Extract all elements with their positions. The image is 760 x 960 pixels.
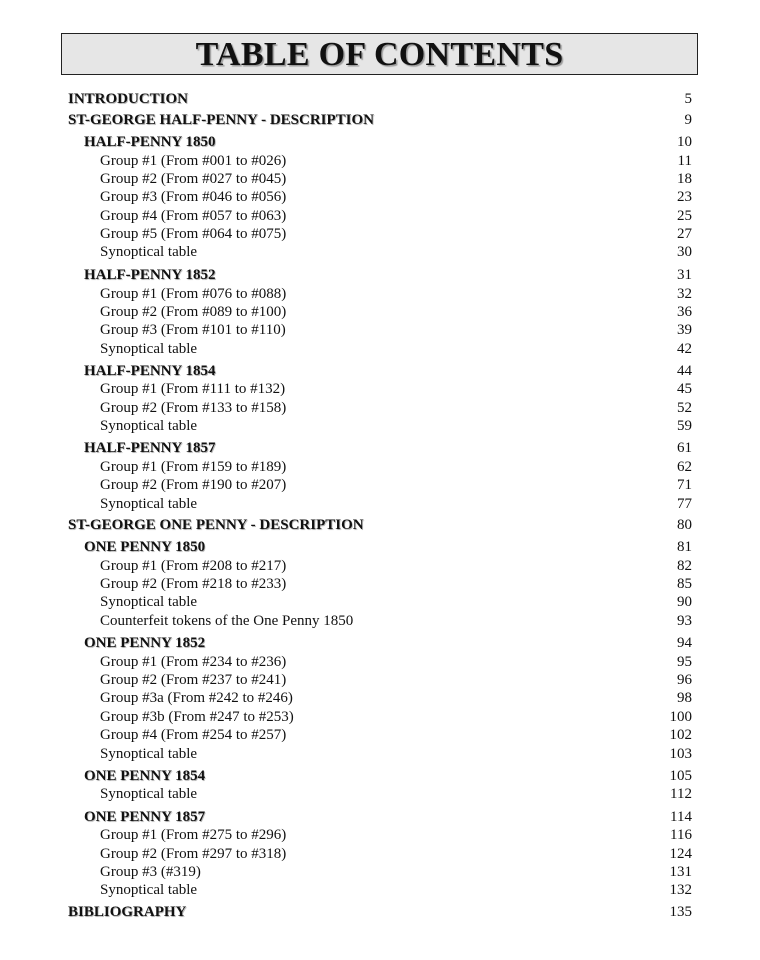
toc-page-number: 9 (684, 112, 692, 128)
toc-label: Group #3a (From #242 to #246) (100, 690, 293, 706)
toc-label: Group #2 (From #297 to #318) (100, 846, 287, 862)
toc-page-number: 132 (669, 882, 692, 898)
toc-label: Group #4 (From #057 to #063) (100, 208, 287, 224)
toc-page-number: 36 (677, 304, 692, 320)
toc-subsection (0, 634, 692, 652)
toc-label: HALF-PENNY 1850 (84, 134, 216, 150)
toc-page-number: 95 (677, 654, 692, 670)
toc-label: Group #1 (From #208 to #217) (100, 558, 287, 574)
toc-page-number: 90 (677, 594, 692, 610)
toc-page-number: 61 (677, 440, 692, 456)
toc-entry (0, 152, 692, 170)
toc-page-number: 131 (669, 864, 692, 880)
toc-label: INTRODUCTION (68, 91, 189, 107)
toc-entry (0, 863, 692, 881)
toc-label: Group #3 (#319) (100, 864, 201, 880)
toc-page-number: 31 (677, 267, 692, 283)
toc-page-number: 62 (677, 459, 692, 475)
toc-label: ST-GEORGE ONE PENNY - DESCRIPTION (68, 517, 364, 533)
toc-page-number: 10 (677, 134, 692, 150)
toc-label: Group #2 (From #027 to #045) (100, 171, 287, 187)
toc-page-number: 77 (677, 496, 692, 512)
toc-subsection (0, 538, 692, 556)
toc-page-number: 124 (669, 846, 692, 862)
toc-page-number: 85 (677, 576, 692, 592)
toc-entry (0, 303, 692, 321)
toc-entry (0, 243, 692, 261)
toc-page-number: 5 (684, 91, 692, 107)
toc-page-number: 100 (669, 709, 692, 725)
toc-entry (0, 826, 692, 844)
toc-label: Synoptical table (100, 341, 198, 357)
toc-entry (0, 225, 692, 243)
toc-entry (0, 207, 692, 225)
toc-entry (0, 881, 692, 899)
toc-page-number: 44 (677, 363, 692, 379)
toc-label: Synoptical table (100, 496, 198, 512)
toc-entry (0, 745, 692, 763)
toc-page-number: 102 (669, 727, 692, 743)
toc-entry (0, 476, 692, 494)
page-title: TABLE OF CONTENTS (195, 36, 564, 73)
toc-page-number: 30 (677, 244, 692, 260)
toc-entry (0, 593, 692, 611)
toc-label: Synoptical table (100, 418, 198, 434)
toc-entry (0, 845, 692, 863)
toc-entry (0, 495, 692, 513)
title-banner (61, 33, 698, 75)
toc-entry (0, 671, 692, 689)
toc-entry (0, 557, 692, 575)
toc-label: ONE PENNY 1850 (84, 539, 206, 555)
toc-subsection (0, 808, 692, 826)
toc-page-number: 135 (669, 904, 692, 920)
toc-page-number: 116 (670, 827, 692, 843)
toc-page-number: 103 (669, 746, 692, 762)
toc-label: Group #2 (From #190 to #207) (100, 477, 287, 493)
toc-page-number: 71 (677, 477, 692, 493)
toc-label: Synoptical table (100, 594, 198, 610)
toc-label: Group #3 (From #101 to #110) (100, 322, 286, 338)
toc-page-number: 27 (677, 226, 692, 242)
toc-page-number: 42 (677, 341, 692, 357)
toc-page-number: 105 (669, 768, 692, 784)
toc-page-number: 98 (677, 690, 692, 706)
toc-label: Group #3 (From #046 to #056) (100, 189, 287, 205)
toc-label: Group #1 (From #111 to #132) (100, 381, 286, 397)
toc-subsection (0, 362, 692, 380)
toc-page-number: 45 (677, 381, 692, 397)
toc-label: Group #3b (From #247 to #253) (100, 709, 294, 725)
toc-page-number: 23 (677, 189, 692, 205)
toc-subsection (0, 767, 692, 785)
toc-page-number: 32 (677, 286, 692, 302)
toc-section (0, 90, 692, 108)
toc-label: Synoptical table (100, 746, 198, 762)
toc-page-number: 81 (677, 539, 692, 555)
toc-entry (0, 285, 692, 303)
toc-label: HALF-PENNY 1852 (84, 267, 216, 283)
toc-label: Group #1 (From #275 to #296) (100, 827, 287, 843)
toc-label: Group #2 (From #237 to #241) (100, 672, 287, 688)
toc-entry (0, 653, 692, 671)
toc-subsection (0, 133, 692, 151)
toc-label: HALF-PENNY 1857 (84, 440, 216, 456)
toc-entry (0, 170, 692, 188)
toc-label: Group #1 (From #234 to #236) (100, 654, 287, 670)
toc-entry (0, 708, 692, 726)
toc-label: Group #1 (From #001 to #026) (100, 153, 287, 169)
toc-section (0, 903, 692, 921)
toc-page-number: 59 (677, 418, 692, 434)
toc-entry (0, 726, 692, 744)
toc-subsection (0, 439, 692, 457)
toc-entry (0, 458, 692, 476)
toc-entry (0, 575, 692, 593)
toc-label: Synoptical table (100, 244, 198, 260)
toc-label: ONE PENNY 1857 (84, 809, 206, 825)
toc-label: Group #4 (From #254 to #257) (100, 727, 287, 743)
toc-label: Group #5 (From #064 to #075) (100, 226, 287, 242)
toc-page-number: 39 (677, 322, 692, 338)
toc-entry (0, 321, 692, 339)
toc-page-number: 25 (677, 208, 692, 224)
toc-label: Synoptical table (100, 786, 198, 802)
toc-page-number: 93 (677, 613, 692, 629)
toc-page-number: 82 (677, 558, 692, 574)
toc-label: Group #1 (From #076 to #088) (100, 286, 287, 302)
toc-label: Group #1 (From #159 to #189) (100, 459, 287, 475)
toc-entry (0, 612, 692, 630)
toc-section (0, 516, 692, 534)
toc-label: ST-GEORGE HALF-PENNY - DESCRIPTION (68, 112, 375, 128)
toc-entry (0, 417, 692, 435)
toc-page-number: 96 (677, 672, 692, 688)
toc-entry (0, 689, 692, 707)
toc-entry (0, 785, 692, 803)
toc-page-number: 94 (677, 635, 692, 651)
toc-page-number: 114 (670, 809, 692, 825)
toc-label: Counterfeit tokens of the One Penny 1850 (100, 613, 354, 629)
toc-entry (0, 340, 692, 358)
toc-label: ONE PENNY 1854 (84, 768, 206, 784)
toc-entry (0, 380, 692, 398)
toc-label: Group #2 (From #089 to #100) (100, 304, 287, 320)
toc-section (0, 111, 692, 129)
toc-label: ONE PENNY 1852 (84, 635, 206, 651)
toc-label: Group #2 (From #133 to #158) (100, 400, 287, 416)
toc-entry (0, 188, 692, 206)
toc-label: Group #2 (From #218 to #233) (100, 576, 287, 592)
toc-label: Synoptical table (100, 882, 198, 898)
toc-label: BIBLIOGRAPHY (68, 904, 187, 920)
toc-page-number: 80 (677, 517, 692, 533)
toc-subsection (0, 266, 692, 284)
toc-entry (0, 399, 692, 417)
toc-page-number: 112 (670, 786, 692, 802)
toc-page-number: 52 (677, 400, 692, 416)
toc-page-number: 18 (677, 171, 692, 187)
toc-page-number: 11 (677, 153, 692, 169)
toc-label: HALF-PENNY 1854 (84, 363, 216, 379)
